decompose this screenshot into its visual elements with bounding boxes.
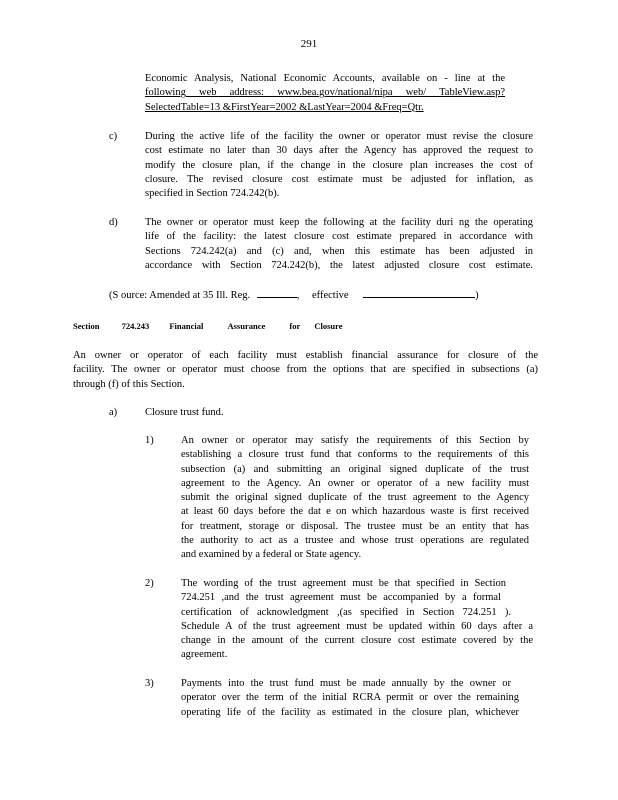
sub-1-line: for treatment, storage or disposal. The trustee must be an entity that has — [181, 520, 529, 532]
sub-1-line: the authority to act as a trustee and whose trust operations are regulated — [181, 535, 529, 547]
reg-blank — [257, 287, 297, 298]
source-comma: , — [296, 290, 300, 301]
sub-1-text — [181, 434, 529, 563]
sub-1-line: agreement to the Agency. An owner or operator of a new facility must — [181, 477, 529, 489]
item-c-text — [145, 130, 533, 201]
item-d-line: Sections 724.242(a) and (c) and, when this estimate has been adjusted in — [145, 245, 533, 257]
source-effective: effective — [312, 290, 349, 301]
item-c-label: c) — [109, 131, 118, 142]
sub-3-text — [181, 677, 519, 720]
sub-2-line: Schedule A of the trust agreement must be updated within 60 days after a — [181, 620, 533, 632]
section-title-word: for — [289, 321, 301, 331]
item-a-text: Closure trust fund. — [145, 407, 224, 418]
item-c-line: closure. The revised closure cost estimate must be adjusted for inflation, as — [145, 173, 533, 185]
sub-1-line: An owner or operator may satisfy the requirements of this Section by — [181, 435, 529, 446]
section-title-word: Financial — [169, 321, 204, 331]
intro-paragraph — [73, 349, 538, 392]
item-c-line: modify the closure plan, if the change in the closure plan increases the cost of — [145, 159, 533, 171]
item-d-label: d) — [109, 217, 118, 228]
sub-3-label: 3) — [145, 678, 154, 689]
intro-line-url-params: SelectedTable=13 &FirstYear=2002 &LastYear=2004 &Freq=Qtr. — [145, 101, 424, 113]
item-d-line: accordance with Section 724.242(b), the latest adjusted closure cost estimate. — [145, 259, 533, 271]
item-d-text — [145, 216, 533, 273]
sub-2-label: 2) — [145, 578, 154, 589]
source-prefix: (S ource: Amended at 35 Ill. Reg. — [109, 290, 251, 301]
sub-1-line: and examined by a federal or State agency. — [181, 549, 362, 561]
sub-2-line: The wording of the trust agreement must be that specified in Section — [181, 578, 506, 589]
sub-2-text — [181, 577, 533, 663]
sub-3-line: Payments into the trust fund must be made annually by the owner or — [181, 678, 511, 689]
item-d-line: life of the facility: the latest closure cost estimate prepared in accordance with — [145, 231, 533, 243]
item-d-line: The owner or operator must keep the following at the facility duri ng the operating — [145, 217, 533, 228]
sub-1-line: establishing a closure trust fund that conforms to the requirements of this — [181, 449, 529, 461]
intro-continuation — [145, 72, 505, 115]
section-word: Section — [73, 321, 100, 331]
sub-3-line: operating life of the facility as estimated in the closure plan, whichever — [181, 706, 519, 718]
paragraph-line: facility. The owner or operator must choose from the options that are specified in subsections (a) — [73, 364, 538, 376]
sub-2-line: 724.251 ,and the trust agreement must be accompanied by a formal — [181, 592, 501, 604]
paragraph-line: An owner or operator of each facility must establish financial assurance for closure of the — [73, 350, 538, 361]
sub-1-line: submit the original signed duplicate of the trust agreement to the Agency — [181, 492, 529, 504]
item-c-line: cost estimate no later than 30 days after the Agency has approved the request to — [145, 145, 533, 157]
item-c-line: During the active life of the facility the owner or operator must revise the closure — [145, 131, 533, 142]
effective-blank — [363, 287, 475, 298]
sub-1-line: at least 60 days before the dat e on which hazardous waste is first received — [181, 506, 529, 518]
sub-3-line: operator over the term of the initial RCRA permit or over the remaining — [181, 692, 519, 704]
sub-2-line: agreement. — [181, 649, 228, 661]
sub-2-line: certification of acknowledgment ,(as specified in Section 724.251 ). — [181, 606, 511, 618]
sub-1-label: 1) — [145, 435, 154, 446]
sub-2-line: change in the amount of the current closure cost estimate covered by the — [181, 635, 533, 647]
source-suffix: ) — [475, 290, 479, 301]
item-a-label: a) — [109, 407, 118, 418]
item-c-line: specified in Section 724.242(b). — [145, 188, 280, 200]
intro-line: Economic Analysis, National Economic Accounts, available on - line at the — [145, 73, 505, 84]
page-number: 291 — [300, 38, 318, 50]
section-title-word: Assurance — [227, 321, 266, 331]
intro-line-url: following web address: www.bea.gov/national/nipa web/ TableView.asp? — [145, 87, 505, 99]
section-title-word: Closure — [314, 321, 343, 331]
paragraph-line: through (f) of this Section. — [73, 378, 185, 390]
section-number: 724.243 — [121, 321, 150, 331]
source-note — [109, 287, 479, 303]
section-heading — [73, 321, 343, 331]
sub-1-line: subsection (a) and submitting an original signed duplicate of the trust — [181, 463, 529, 475]
